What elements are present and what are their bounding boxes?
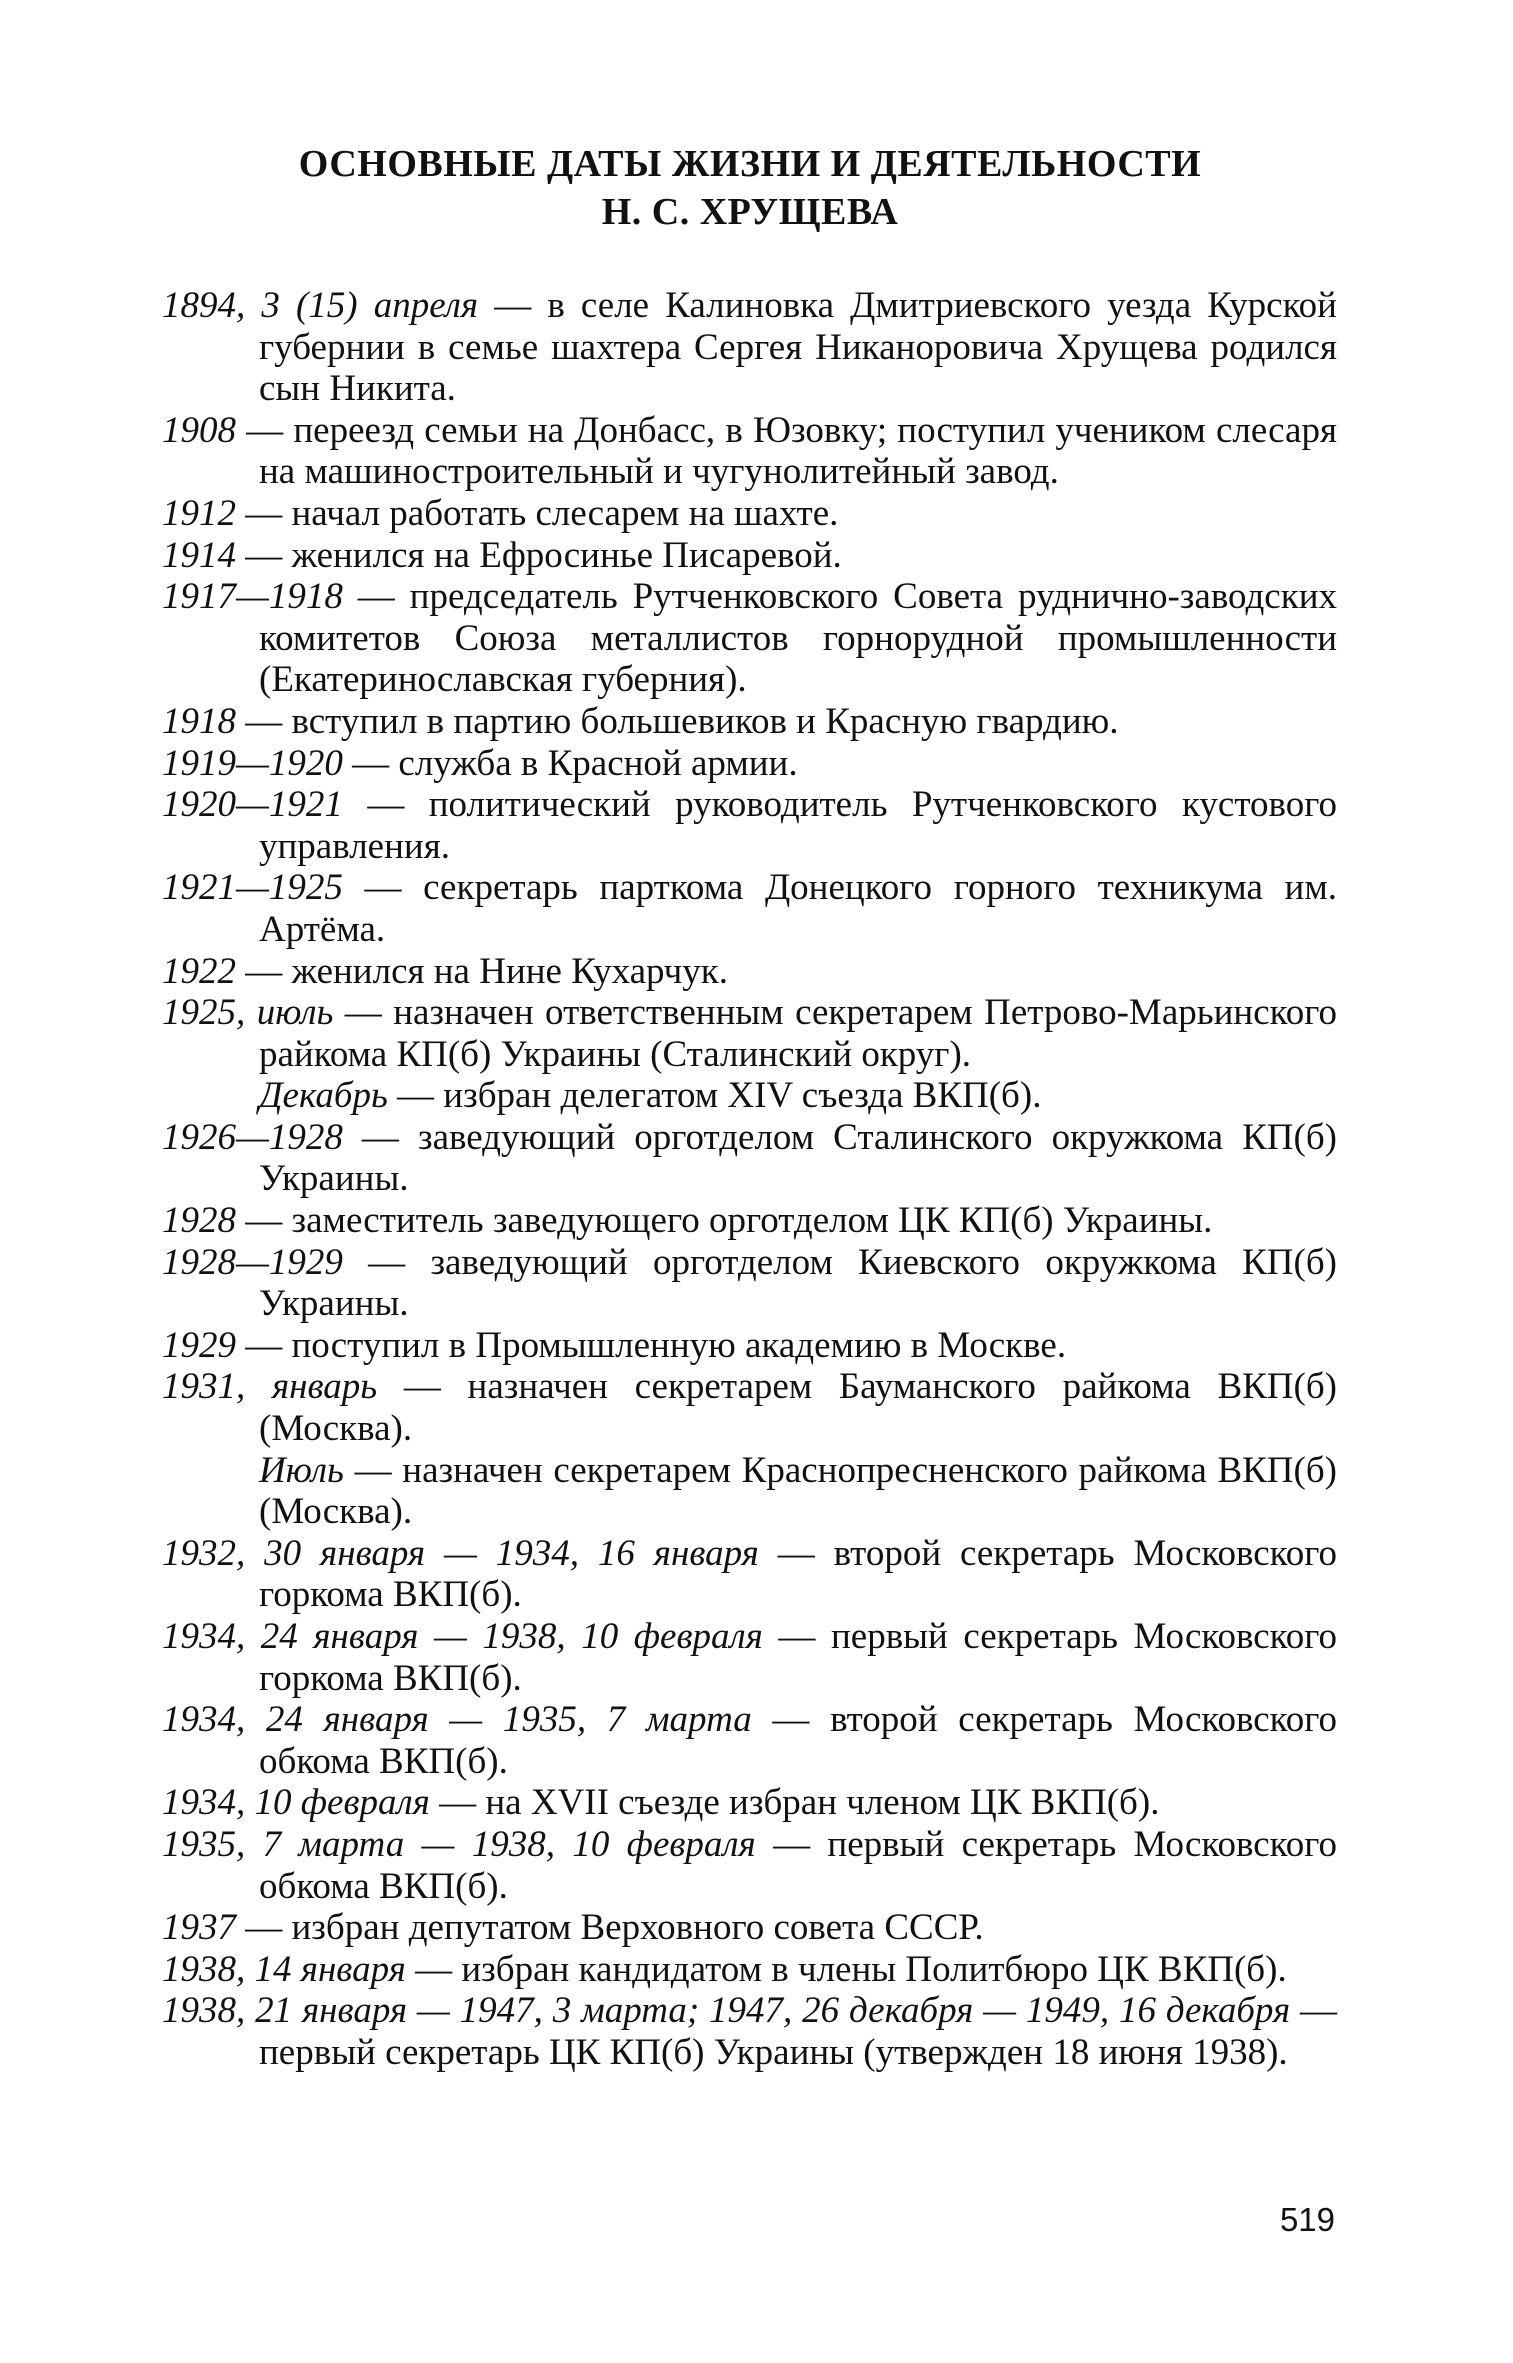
chronology-entry <box>162 1366 1337 1449</box>
chronology-entry <box>162 535 1337 577</box>
entry-date: Июль <box>259 1449 344 1491</box>
entry-text: — переезд семьи на Донбасс, в Юзовку; поступил учеником слесаря на машиностроительный и чугунолитейный завод. <box>236 409 1337 493</box>
entry-date: 1934, 10 февраля <box>162 1782 430 1824</box>
entry-text: — назначен секретарем Краснопресненского райкома ВКП(б) (Москва). <box>259 1449 1337 1533</box>
entry-text: — первый секретарь ЦК КП(б) Украины (утвержден 18 июня 1938). <box>259 1990 1337 2073</box>
entry-date: 1928 <box>162 1200 236 1242</box>
entry-date: 1919—1920 <box>162 742 343 784</box>
entry-date: 1938, 21 января — 1947, 3 марта; 1947, 26 декабря — 1949, 16 декабря <box>162 1990 1291 2032</box>
entry-date: 1908 <box>162 409 236 451</box>
entry-text: — начал работать слесарем на шахте. <box>236 492 839 534</box>
chronology-entry <box>162 1200 1337 1242</box>
chronology-entry <box>162 1450 1337 1533</box>
entry-date: 1929 <box>162 1324 236 1366</box>
chronology-entry <box>162 1907 1337 1949</box>
entry-text: — вступил в партию большевиков и Красную гвардию. <box>236 700 1119 742</box>
entry-text: — избран депутатом Верховного совета СССР. <box>236 1907 984 1949</box>
entry-date: 1920—1921 <box>162 784 343 826</box>
chronology-entry <box>162 1325 1337 1367</box>
entry-text: — заведующий орготделом Сталинского окружкома КП(б) Украины. <box>259 1116 1337 1200</box>
entry-date: 1926—1928 <box>162 1116 343 1158</box>
entry-text: — второй секретарь Московского обкома ВКП(б). <box>259 1699 1337 1782</box>
entry-date: 1931, январь <box>162 1366 378 1408</box>
entry-text: — в селе Калиновка Дмитриевского уезда Курской губернии в семье шахтера Сергея Никаноровича Хрущева родился сын Никита. <box>259 285 1337 410</box>
entry-text: — женился на Ефросинье Писаревой. <box>236 534 842 576</box>
entry-text: — первый секретарь Московского горкома ВКП(б). <box>259 1616 1337 1699</box>
page-number: 519 <box>1279 2201 1335 2238</box>
chronology-list <box>162 285 1337 2074</box>
chronology-entry <box>162 951 1337 993</box>
entry-text: — заместитель заведующего орготделом ЦК КП(б) Украины. <box>236 1200 1213 1242</box>
chronology-entry <box>162 992 1337 1075</box>
entry-text: — назначен секретарем Бауманского райкома ВКП(б) (Москва). <box>259 1366 1337 1450</box>
entry-text: — первый секретарь Московского обкома ВКП(б). <box>259 1823 1337 1907</box>
chronology-entry <box>162 285 1337 410</box>
entry-date: 1928—1929 <box>162 1241 343 1283</box>
entry-text: — второй секретарь Московского горкома ВКП(б). <box>259 1532 1337 1616</box>
chronology-entry <box>162 1075 1337 1117</box>
chronology-entry <box>162 1242 1337 1325</box>
chronology-entry <box>162 410 1337 493</box>
entry-date: 1937 <box>162 1907 236 1949</box>
entry-text: — заведующий орготделом Киевского окружкома КП(б) Украины. <box>259 1241 1337 1325</box>
entry-text: — женился на Нине Кухарчук. <box>236 950 728 992</box>
entry-text: — служба в Красной армии. <box>342 742 798 784</box>
entry-date: 1925, июль <box>162 992 334 1034</box>
entry-date: 1934, 24 января — 1938, 10 февраля <box>162 1616 763 1657</box>
chronology-entry <box>162 1616 1337 1699</box>
entry-text: — избран кандидатом в члены Политбюро ЦК ВКП(б). <box>405 1948 1287 1990</box>
entry-date: Декабрь <box>259 1075 388 1117</box>
entry-date: 1938, 14 января <box>162 1948 406 1990</box>
chapter-title-line-1: ОСНОВНЫЕ ДАТЫ ЖИЗНИ И ДЕЯТЕЛЬНОСТИ <box>298 143 1202 185</box>
chronology-entry <box>162 1117 1337 1200</box>
chapter-title-line-2: Н. С. ХРУЩЕВА <box>601 191 899 233</box>
entry-text: — председатель Рутченковского Совета руднично-заводских комитетов Союза металлистов горнорудной промышленности (Екатеринославская губерния). <box>259 576 1337 701</box>
chapter-title <box>160 140 1340 236</box>
chronology-entry <box>162 1949 1337 1991</box>
entry-text: — назначен ответственным секретарем Петрово-Марьинского райкома КП(б) Украины (Сталинский округ). <box>259 992 1337 1075</box>
entry-text: — поступил в Промышленную академию в Москве. <box>236 1324 1067 1366</box>
entry-date: 1917—1918 <box>162 576 343 618</box>
chronology-entry <box>162 784 1337 867</box>
chronology-entry <box>162 493 1337 535</box>
chronology-entry <box>162 1782 1337 1824</box>
chronology-entry <box>162 1824 1337 1907</box>
entry-date: 1912 <box>162 492 236 534</box>
entry-date: 1932, 30 января — 1934, 16 января <box>162 1532 759 1574</box>
entry-date: 1921—1925 <box>162 867 343 909</box>
chronology-entry <box>162 1533 1337 1616</box>
chronology-entry <box>162 576 1337 701</box>
entry-date: 1934, 24 января — 1935, 7 марта <box>162 1699 752 1741</box>
chronology-entry <box>162 867 1337 950</box>
entry-date: 1894, 3 (15) апреля <box>162 285 479 326</box>
chronology-entry <box>162 1699 1337 1782</box>
chronology-entry <box>162 1990 1337 2073</box>
entry-date: 1935, 7 марта — 1938, 10 февраля <box>162 1823 756 1865</box>
entry-date: 1922 <box>162 950 236 992</box>
chronology-entry <box>162 743 1337 785</box>
chronology-entry <box>162 701 1337 743</box>
entry-date: 1918 <box>162 700 236 742</box>
entry-text: — на XVII съезде избран членом ЦК ВКП(б). <box>429 1782 1160 1824</box>
entry-text: — секретарь парткома Донецкого горного техникума им. Артёма. <box>259 867 1337 950</box>
entry-date: 1914 <box>162 534 236 576</box>
entry-text: — политический руководитель Рутченковского кустового управления. <box>259 784 1337 867</box>
entry-text: — избран делегатом XIV съезда ВКП(б). <box>387 1075 1042 1117</box>
